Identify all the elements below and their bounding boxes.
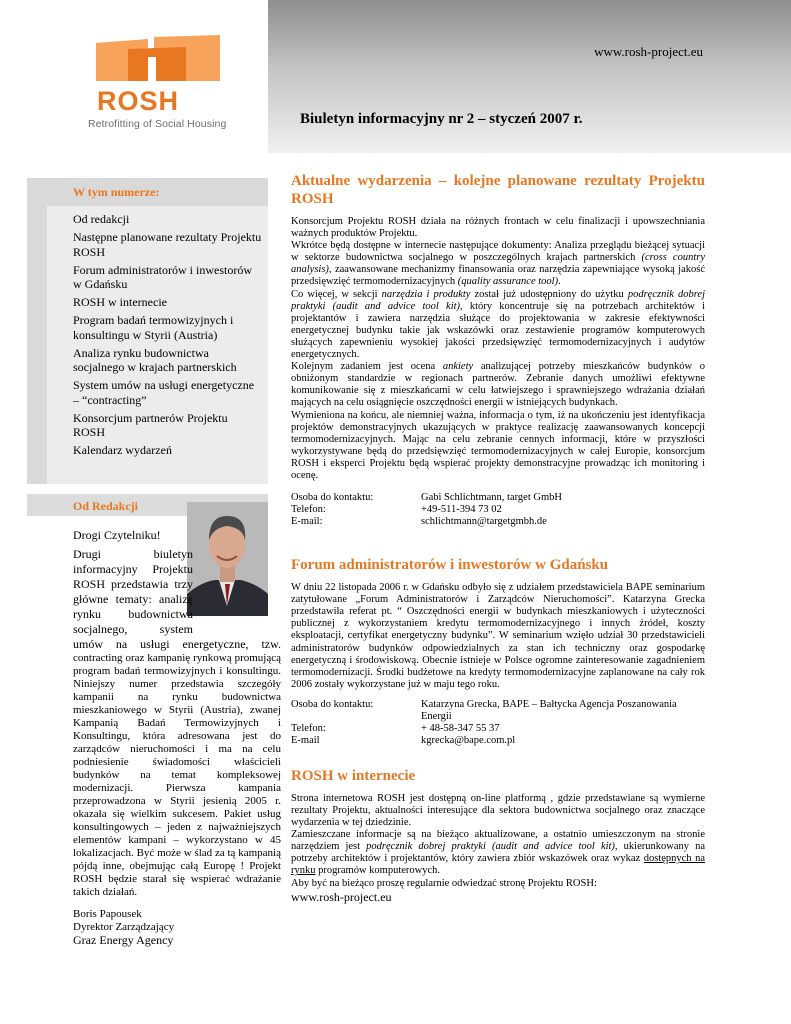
logo-subtitle: Retrofitting of Social Housing (88, 118, 227, 130)
contact-row (291, 504, 562, 516)
section-title-news: Aktualne wydarzenia – kolejne planowane rezultaty Projektu ROSH (291, 173, 705, 207)
contact-label: E-mail: (291, 516, 323, 528)
text-run-italic: (cross country analysis) (291, 252, 705, 276)
editor-section (27, 494, 281, 950)
editor-text (73, 547, 281, 899)
section-title-internet: ROSH w internecie (291, 767, 416, 784)
header-url[interactable]: www.rosh-project.eu (594, 44, 703, 59)
contact-value: Gabi Schlichtmann, target GmbH (421, 492, 562, 504)
contact-row (291, 492, 562, 504)
contact-email-link[interactable]: schlichtmann@targetgmbh.de (421, 516, 547, 528)
logo (0, 0, 268, 160)
contact-row (291, 723, 705, 735)
editor-heading: Od Redakcji (73, 499, 139, 513)
internet-paragraph-2 (291, 829, 705, 877)
logo-wordmark: ROSH (97, 86, 180, 116)
contact-table-news (291, 492, 562, 528)
signature-name: Boris Papousek (73, 908, 142, 920)
internet-paragraph-1: Strona internetowa ROSH jest dostępną on-line platformą , gdzie przedstawiane są wymierne rezultaty Projektu, aktualności interesujące dla sektora budownictwa socjalnego oraz znaczące wydarzenia w tej dziedzinie. (291, 792, 705, 829)
text-run: analizującej potrzeby mieszkańców budynków o obniżonym standardzie w regionach partnerów. Zebranie danych umożliwi efektywne komunikowanie się z mieszkańcami w celu łatwiejszego i sprawniejszego wdrażania działań mających na celu osiągnięcie oszczędności energii w istniejących budynkach. (291, 361, 705, 409)
text-run-italic: (quality assurance tool) (457, 276, 559, 288)
text-run: Wkrótce będą dostępne w internecie następujące dokumenty: Analiza przeglądu bieżącej sytuacji w sektorze budownictwa socjalnego w poszczególnych krajach partnerskich (291, 240, 705, 264)
contact-label: Telefon: (291, 504, 326, 516)
bulletin-title: Biuletyn informacyjny nr 2 – styczeń 2007 r. (300, 111, 583, 127)
contact-row (291, 699, 705, 723)
text-run-italic: podręcznik dobrej praktyki (audit and advice tool kit), (291, 288, 705, 312)
signature-org: Graz Energy Agency (73, 933, 174, 947)
editor-signature (73, 908, 174, 947)
forum-paragraph: W dniu 22 listopada 2006 r. w Gdańsku odbyło się z udziałem przedstawiciela BAPE seminarium zatytułowane „Forum Administratorów i Zarządców Nieruchomości”. Katarzyna Grecka przedstawiła referat pt. “ Oszczędności energii w budynkach mieszkaniowych i użyteczności publicznej z wykorzystaniem kredytu termomodernizacyjnego i innych źródeł, koszty eksploatacji, certyfikat energetyczny budynku”. W seminarium wzięło udział 30 przedstawicieli administratorów budynków odpowiedzialnych za stan ich techniczny oraz gospodarkę energetyczną i środowiskową. Obecnie istnieje w Polsce ogromne zainteresowanie zagadnieniem termomodernizacji. Środki budżetowe na kredyty termomodernizacyjne zaplanowane na cały rok 2006 zostały wykorzystane już w maju tego roku. (291, 582, 705, 690)
toc-item[interactable]: Kalendarz wydarzeń (73, 443, 172, 457)
text-run: został już udostępniony do użytku (470, 288, 628, 300)
editor-intro: Drugi biuletyn informacyjny Projektu ROSH przedstawia trzy główne tematy: analizę rynku budownictwa socjalnego, system umów na usługi energetyczne, tzw. (73, 547, 281, 651)
software-list-link[interactable]: dostępnych na rynku (291, 853, 705, 877)
editor-greeting: Drogi Czytelniku! (73, 528, 161, 542)
text-run-italic: narzędzia i produkty (381, 288, 471, 300)
toc-panel (47, 206, 268, 484)
text-run: Kolejnym zadaniem jest ocena (291, 361, 443, 373)
contact-label: Osoba do kontaktu: (291, 698, 374, 710)
text-run-italic: ankiety (442, 361, 474, 373)
contact-label: Telefon: (291, 722, 326, 734)
contact-table-forum (291, 699, 705, 747)
toc-item[interactable]: Następne planowane rezultaty Projektu ROSH (73, 230, 262, 259)
header-banner (268, 0, 791, 153)
text-run: który koncentruje się na potrzebach architektów i projektantów i zawiera narzędzia służące do projektowania w zakresie efektywności energetycznej budynku takie jak wskazówki oraz zestawienie programów komputerowych służących zapewnieniu wysokiej jakości przedsięwzięć termomodernizacyjnych i audytów energetycznych. (291, 300, 705, 361)
contact-value: + 48-58-347 55 37 (421, 722, 500, 734)
toc-item[interactable]: Analiza rynku budownictwa socjalnego w krajach partnerskich (73, 345, 237, 374)
contact-label: E-mail (291, 734, 320, 746)
news-paragraph-2 (291, 240, 705, 288)
toc-item[interactable]: System umów na usługi energetyczne – “contracting” (73, 378, 255, 407)
text-run: . (558, 276, 561, 288)
news-paragraph-4 (291, 361, 705, 409)
news-paragraph-5: Wymieniona na końcu, ale niemniej ważna, informacja o tym, iż na ukończeniu jest identyfikacja projektów demonstracyjnych ukazujących w praktyce realizację zaawansowanych koncepcji termomodernizacyjnych. Mając na celu zebranie cennych informacji, które w przyszłości wykorzystywane będą do przedsięwzięć termomodernizacyjnych w całej Europie, konsorcjum ROSH i eksperci Projektu będą wspierać projekty demonstracyjne prowadząc ich monitoring i ocenę. (291, 409, 705, 481)
toc-list (47, 206, 268, 458)
text-run: , zaawansowane mechanizmy finansowania oraz narzędzia zapewniające wysoką jakość przedsięwzięć termomodernizacyjnych (291, 264, 705, 288)
contact-value: Katarzyna Grecka, BAPE – Bałtycka Agencja Poszanowania Energii (421, 698, 677, 722)
news-paragraph-3 (291, 289, 705, 362)
toc-item[interactable]: Program badań termowizyjnych i konsultingu w Styrii (Austria) (73, 313, 234, 342)
news-paragraph-1: Konsorcjum Projektu ROSH działa na różnych frontach w celu finalizacji i upowszechniania ważnych produktów Projektu. (291, 216, 705, 240)
text-run: Zamieszczane informacje są na bieżąco aktualizowane, a ostatnio umieszczonym na stronie narzędziem jest (291, 829, 705, 853)
toc-heading: W tym numerze: (73, 185, 160, 199)
text-run: Co więcej, w sekcji (291, 288, 382, 300)
contact-row (291, 735, 705, 747)
text-run: ukierunkowany na potrzeby architektów i projektantów, który zawiera zbiór wskazówek oraz wykaz (291, 841, 705, 865)
section-title-forum: Forum administratorów i inwestorów w Gdańsku (291, 557, 609, 574)
photo-wrap-spacer (193, 547, 281, 624)
contact-row (291, 516, 562, 528)
contact-email-link[interactable]: kgrecka@bape.com.pl (421, 734, 516, 746)
main-column (291, 172, 705, 905)
toc-item[interactable]: Od redakcji (73, 212, 130, 226)
editor-body: contracting oraz kampanię rynkową promującą program badań termowizyjnych i konsultingu. Niniejszy numer przedstawia szczegóły kampanii na rynku budownictwa mieszkaniowego w Styrii (Austria), zwanej Kampanią Badań Termowizyjnych i Konsultingu, która adresowana jest do zarządców nieruchomości i ma na celu podniesienie świadomości właścicieli budynków na temat kompleksowej modernizacji. Pierwsza kampania przeprowadzona w Styrii jesienią 2005 r. okazała się wielkim sukcesem. Pakiet usług konsultingowych – jeden z najważniejszych elementów kampani – wykorzystano w 45 lokalizacjach. Być może w ślad za tą kampanią pójdą inne, obejmując całą Europę ! Projekt ROSH będzie starał się wspierać wdrażanie takich działań. (73, 652, 281, 898)
signature-role: Dyrektor Zarządzający (73, 920, 175, 933)
website-link[interactable]: www.rosh-project.eu (291, 889, 392, 904)
text-run-italic: podręcznik dobrej praktyki (audit and advice tool kit), (366, 841, 618, 853)
internet-paragraph-3: Aby być na bieżąco proszę regularnie odwiedzać stronę Projektu ROSH: (291, 877, 597, 889)
toc-box (27, 178, 268, 484)
toc-item[interactable]: Forum administratorów i inwestorów w Gdańsku (73, 262, 252, 291)
toc-item[interactable]: ROSH w internecie (73, 295, 167, 309)
toc-item[interactable]: Konsorcjum partnerów Projektu ROSH (73, 410, 228, 439)
contact-label: Osoba do kontaktu: (291, 492, 374, 504)
contact-value: +49-511-394 73 02 (421, 504, 502, 516)
text-run: programów komputerowych. (315, 865, 441, 877)
